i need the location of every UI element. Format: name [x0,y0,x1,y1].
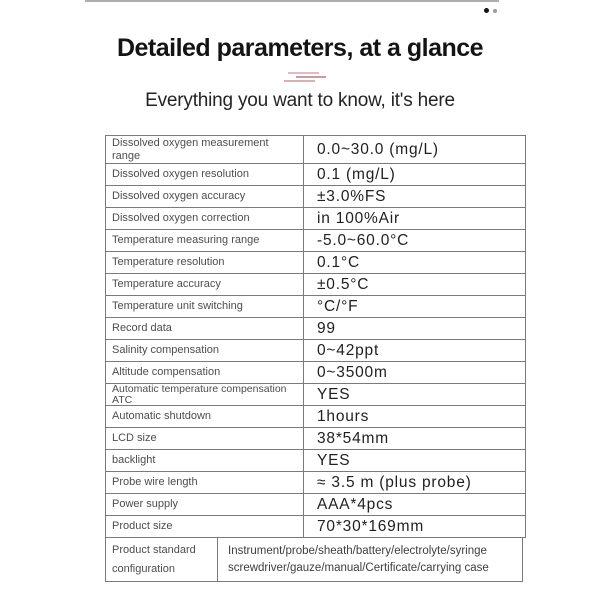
spec-value: 1hours [304,406,526,428]
spec-value: ±3.0%FS [304,186,526,208]
table-row [106,186,526,208]
spec-label: Temperature unit switching [106,296,304,318]
table-row [106,274,526,296]
title-accent-line [284,80,315,82]
spec-value: °C/°F [304,296,526,318]
spec-value [218,538,523,582]
spec-value: 0~42ppt [304,340,526,362]
spec-label: Automatic shutdown [106,406,304,428]
spec-value: 38*54mm [304,428,526,450]
spec-table-container [105,135,496,582]
spec-label: backlight [106,450,304,472]
spec-value: YES [304,384,526,406]
top-rule [85,0,499,2]
table-row [106,340,526,362]
spec-value: 70*30*169mm [304,516,526,538]
spec-value: 0.1 (mg/L) [304,164,526,186]
spec-value: 0~3500m [304,362,526,384]
pagination-dot-active[interactable] [484,8,489,13]
spec-label: Automatic temperature compensation ATC [106,384,304,406]
spec-label: Dissolved oxygen resolution [106,164,304,186]
spec-value: ±0.5°C [304,274,526,296]
spec-value: 0.0~30.0 (mg/L) [304,136,526,164]
table-row [106,208,526,230]
table-row [106,538,523,582]
spec-value: ≈ 3.5 m (plus probe) [304,472,526,494]
table-row [106,164,526,186]
table-row [106,318,526,340]
table-row [106,450,526,472]
spec-value: AAA*4pcs [304,494,526,516]
spec-label: Probe wire length [106,472,304,494]
spec-label: Altitude compensation [106,362,304,384]
pagination-dot-inactive[interactable] [493,9,497,13]
table-row [106,428,526,450]
table-row [106,516,526,538]
table-row [106,494,526,516]
table-row [106,136,526,164]
table-row [106,384,526,406]
spec-label: Dissolved oxygen accuracy [106,186,304,208]
table-row [106,230,526,252]
spec-label: Temperature measuring range [106,230,304,252]
spec-label: Salinity compensation [106,340,304,362]
spec-value: -5.0~60.0°C [304,230,526,252]
table-row [106,362,526,384]
spec-label: Product size [106,516,304,538]
spec-table [105,135,526,538]
title-accent-line [296,76,326,78]
spec-label: Product standard configuration [106,538,218,582]
spec-label: Dissolved oxygen correction [106,208,304,230]
spec-value: 0.1°C [304,252,526,274]
spec-label: Record data [106,318,304,340]
config-line-1: Instrument/probe/sheath/battery/electrolyte/syringe [228,545,487,558]
spec-label: Dissolved oxygen measurement range [106,136,304,164]
config-line-2: screwdriver/gauze/manual/Certificate/carrying case [228,561,489,574]
table-row [106,472,526,494]
title-accent-line [288,72,319,74]
table-row [106,296,526,318]
spec-label: Temperature accuracy [106,274,304,296]
spec-label: LCD size [106,428,304,450]
spec-value: YES [304,450,526,472]
page-title: Detailed parameters, at a glance [116,34,484,62]
spec-value: in 100%Air [304,208,526,230]
page-subtitle: Everything you want to know, it's here [145,90,455,111]
table-row [106,252,526,274]
spec-table-footer [105,537,523,582]
table-row [106,406,526,428]
spec-label: Temperature resolution [106,252,304,274]
spec-label: Power supply [106,494,304,516]
spec-value: 99 [304,318,526,340]
